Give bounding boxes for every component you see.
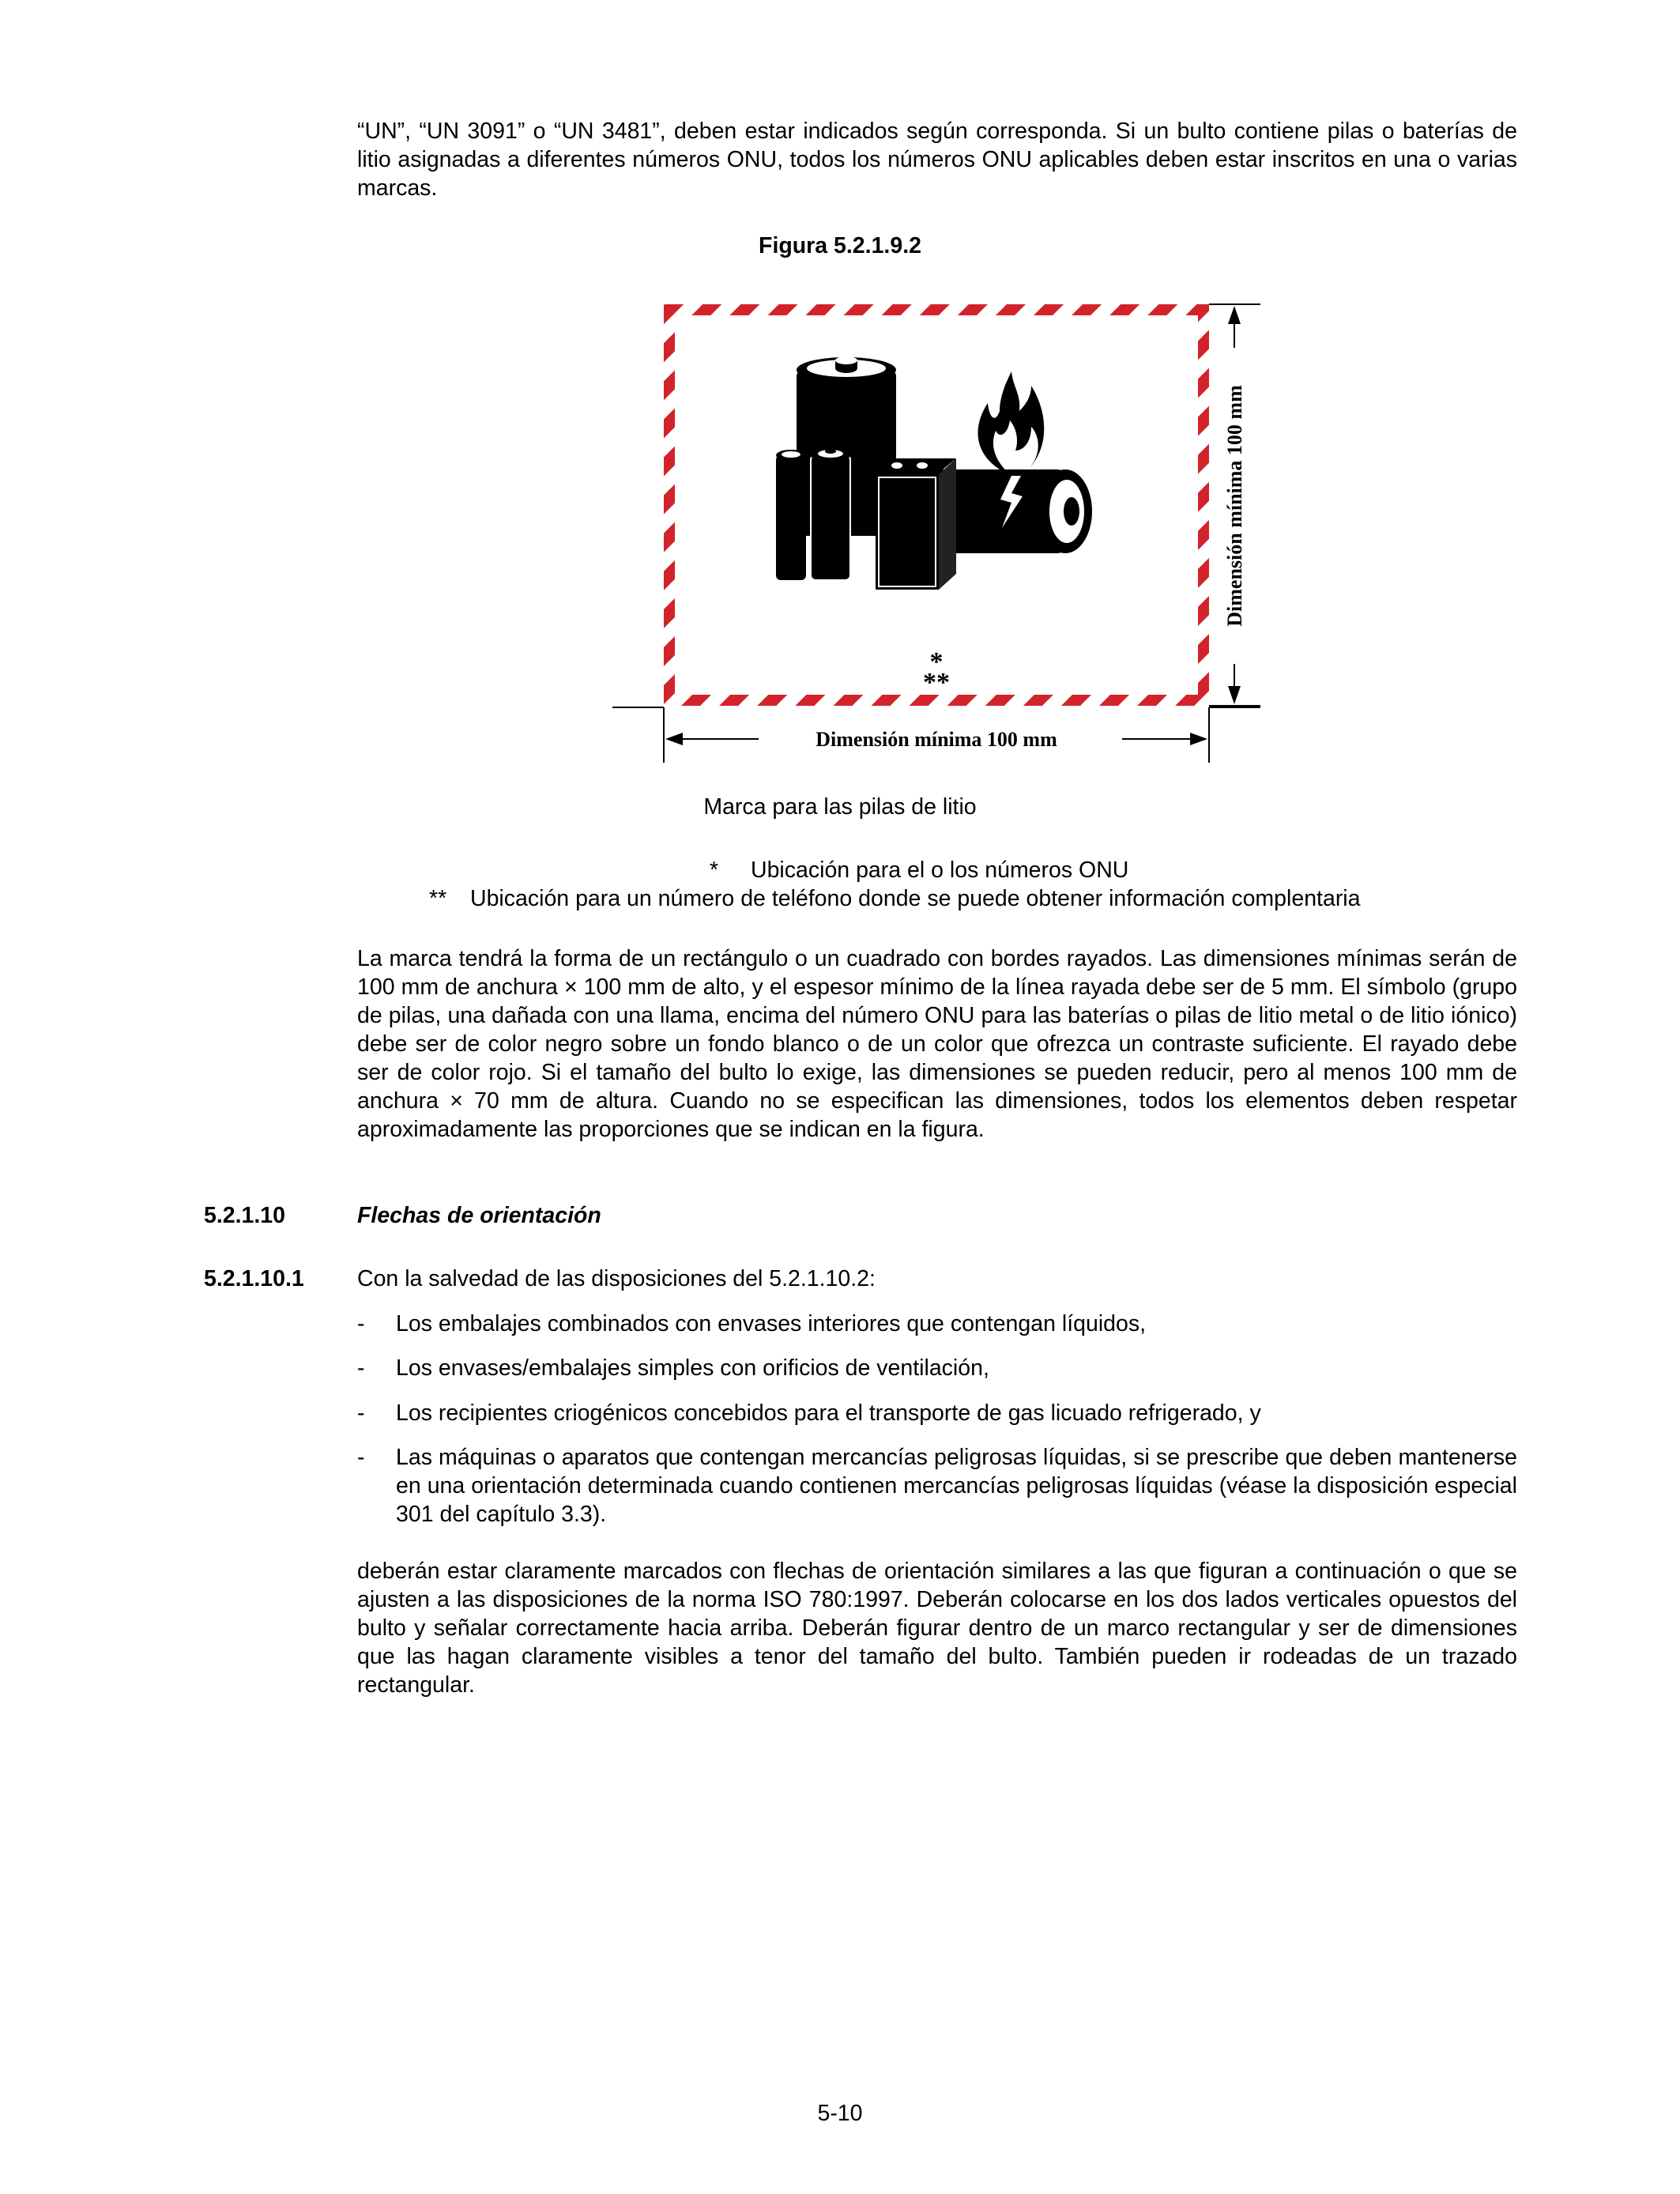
footnote-mark: ** — [429, 886, 447, 911]
closing-paragraph: deberán estar claramente marcados con flechas de orientación similares a las que figuran a continuación o que se ajusten a las disposiciones de la norma ISO 780:1997. Deberán colocarse en los dos lados verticales opuestos del bulto y señalar correctamente hacia arriba. Deberán figurar dentro de un marco rectangular y ser de dimensiones que las hagan claramente visibles a tenor del tamaño del bulto. También pueden ir rodeadas de un trazado rectangular. — [357, 1559, 1517, 1698]
list-dash: - — [357, 1311, 365, 1336]
phone-number-placeholder: ** — [923, 668, 950, 697]
page-number: 5-10 — [817, 2101, 863, 2126]
list-item-text: Los recipientes criogénicos concebidos para el transporte de gas licuado refrigerado, y — [396, 1400, 1261, 1426]
section-title: Flechas de orientación — [357, 1203, 601, 1228]
footnote-phone-location — [429, 884, 1361, 913]
un-number-placeholder: * — [929, 647, 944, 677]
list-dash: - — [357, 1445, 365, 1470]
footnote-text: Ubicación para el o los números ONU — [751, 858, 1129, 883]
lithium-battery-mark-figure — [601, 292, 1280, 767]
width-dimension-label: Dimensión mínima 100 mm — [816, 728, 1057, 751]
figure-title: Figura 5.2.1.9.2 — [759, 233, 921, 258]
section-number: 5.2.1.10 — [204, 1203, 286, 1228]
list-item — [357, 1354, 1517, 1382]
list-item — [357, 1443, 1517, 1529]
list-item-text: Los embalajes combinados con envases interiores que contengan líquidos, — [396, 1311, 1147, 1336]
list-dash: - — [357, 1355, 365, 1381]
footnote-text: Ubicación para un número de teléfono donde se puede obtener información complentaria — [470, 886, 1361, 911]
height-dimension-label: Dimensión mínima 100 mm — [1223, 385, 1246, 627]
footnote-un-location — [710, 856, 1128, 884]
subsection-intro: Con la salvedad de las disposiciones del 5.2.1.10.2: — [357, 1266, 876, 1291]
subsection-number: 5.2.1.10.1 — [204, 1266, 304, 1291]
list-item-text: Los envases/embalajes simples con orificios de ventilación, — [396, 1355, 989, 1381]
intro-paragraph: “UN”, “UN 3091” o “UN 3481”, deben estar indicados según corresponda. Si un bulto contiene pilas o baterías de litio asignadas a diferentes números ONU, todos los números ONU aplicables deben estar inscritos en una o varias marcas. — [357, 119, 1517, 201]
footnote-mark: * — [710, 858, 719, 883]
list-item-text: Las máquinas o aparatos que contengan mercancías peligrosas líquidas, si se prescribe que deben mantenerse en una orientación determinada cuando contienen mercancías peligrosas líquidas (véase la disposición especial 301 del capítulo 3.3). — [396, 1445, 1517, 1527]
list-item — [357, 1399, 1517, 1427]
figure-caption: Marca para las pilas de litio — [703, 794, 977, 820]
list-item — [357, 1310, 1517, 1338]
list-dash: - — [357, 1400, 365, 1426]
description-paragraph: La marca tendrá la forma de un rectángulo o un cuadrado con bordes rayados. Las dimensiones mínimas serán de 100 mm de anchura × 100 mm de alto, y el espesor mínimo de la línea rayada debe ser de 5 mm. El símbolo (grupo de pilas, una dañada con una llama, encima del número ONU para las baterías o pilas de litio metal o de litio iónico) debe ser de color negro sobre un fondo blanco o de un color que ofrezca un contraste suficiente. El rayado debe ser de color rojo. Si el tamaño del bulto lo exige, las dimensiones se pueden reducir, pero al menos 100 mm de anchura × 70 mm de altura. Cuando no se especifican las dimensiones, todos los elementos deben respetar aproximadamente las proporciones que se indican en la figura. — [357, 946, 1517, 1142]
